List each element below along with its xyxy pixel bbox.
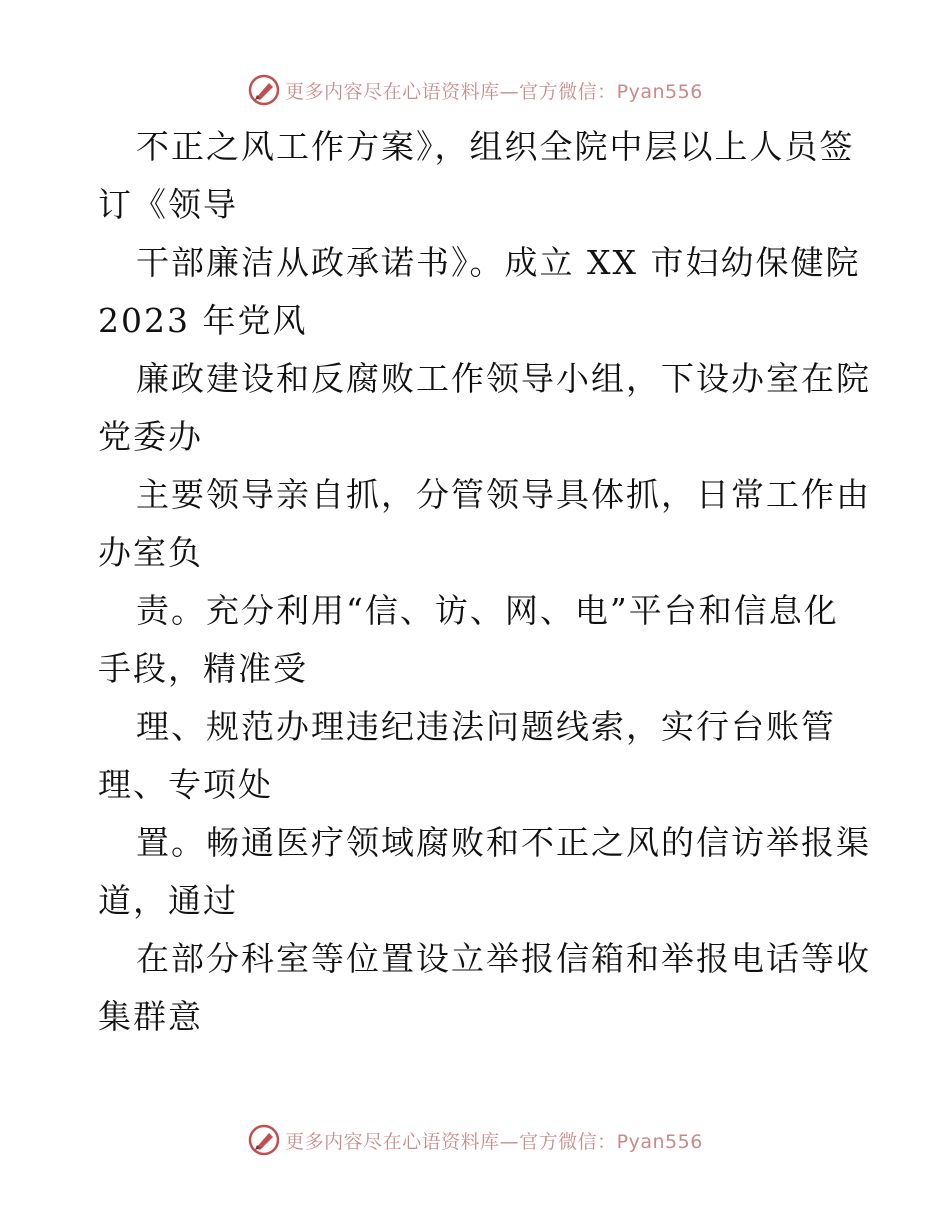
watermark-text: 更多内容尽在心语资料库—官方微信：Pyan556 (285, 1130, 703, 1153)
header-watermark (0, 70, 950, 110)
text-line: 道，通过 (98, 881, 238, 920)
text-line: 不正之风工作方案》，组织全院中层以上人员签 (136, 127, 855, 166)
text-line: 干部廉洁从政承诺书》。成立 XX 市妇幼保健院 (136, 243, 861, 282)
pen-logo-icon (247, 1123, 281, 1157)
pen-logo-icon (247, 73, 281, 107)
text-line: 订《领导 (98, 185, 238, 224)
text-line: 办室负 (98, 533, 203, 572)
text-line: 2023 年党风 (98, 301, 308, 340)
document-body (98, 118, 871, 1046)
text-line: 在部分科室等位置设立举报信箱和举报电话等收 (136, 939, 871, 978)
text-line: 理、专项处 (98, 765, 273, 804)
text-line: 手段，精准受 (98, 649, 308, 688)
text-line: 理、规范办理违纪违法问题线索，实行台账管 (136, 707, 836, 746)
footer-watermark (0, 1120, 950, 1160)
watermark-text: 更多内容尽在心语资料库—官方微信：Pyan556 (285, 80, 703, 103)
text-line: 责。充分利用“信、访、网、电”平台和信息化 (136, 591, 839, 630)
text-line: 廉政建设和反腐败工作领导小组，下设办室在院 (136, 359, 871, 398)
text-line: 置。畅通医疗领域腐败和不正之风的信访举报渠 (136, 823, 871, 862)
text-line: 集群意 (98, 997, 203, 1036)
text-line: 党委办 (98, 417, 203, 456)
text-line: 主要领导亲自抓，分管领导具体抓，日常工作由 (136, 475, 871, 514)
